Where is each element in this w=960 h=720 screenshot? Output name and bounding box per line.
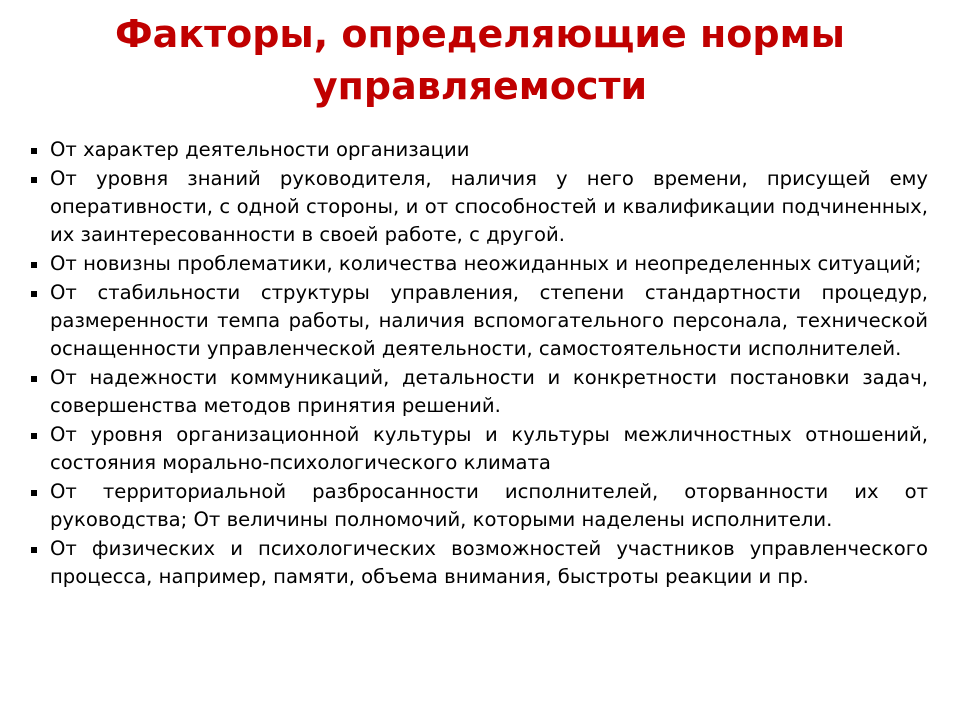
list-item-text: От территориальной разбросанности исполнителей, оторванности их от руководства; От величины полномочий, которыми наделены исполнители. — [50, 480, 928, 531]
bullet-icon — [31, 291, 37, 297]
list-item — [30, 136, 928, 164]
slide-title — [0, 8, 960, 112]
bullet-icon — [31, 262, 37, 268]
factors-list — [30, 136, 928, 592]
list-item-text: От характер деятельности организации — [50, 138, 470, 161]
list-item — [30, 279, 928, 363]
list-item-text: От уровня организационной культуры и культуры межличностных отношений, состояния морально-психологического климата — [50, 423, 928, 474]
list-item — [30, 250, 928, 278]
list-item — [30, 364, 928, 420]
bullet-icon — [31, 148, 37, 154]
list-item — [30, 478, 928, 534]
list-item — [30, 165, 928, 249]
bullet-icon — [31, 490, 37, 496]
list-item-text: От физических и психологических возможностей участников управленческого процесса, например, памяти, объема внимания, быстроты реакции и пр. — [50, 537, 928, 588]
list-item-text: От надежности коммуникаций, детальности и конкретности постановки задач, совершенства методов принятия решений. — [50, 366, 928, 417]
bullet-icon — [31, 433, 37, 439]
slide-title-line-2: управляемости — [312, 64, 648, 108]
list-item-text: От уровня знаний руководителя, наличия у него времени, присущей ему оперативности, с одной стороны, и от способностей и квалификации подчиненных, их заинтересованности в своей работе, с другой. — [50, 167, 928, 246]
list-item — [30, 421, 928, 477]
bullet-icon — [31, 547, 37, 553]
slide-title-line-1: Факторы, определяющие нормы — [114, 12, 846, 56]
list-item — [30, 535, 928, 591]
list-item-text: От стабильности структуры управления, степени стандартности процедур, размеренности темпа работы, наличия вспомогательного персонала, технической оснащенности управленческой деятельности, самостоятельности исполнителей. — [50, 281, 928, 360]
bullet-icon — [31, 376, 37, 382]
bullet-icon — [31, 177, 37, 183]
list-item-text: От новизны проблематики, количества неожиданных и неопределенных ситуаций; — [50, 252, 922, 275]
